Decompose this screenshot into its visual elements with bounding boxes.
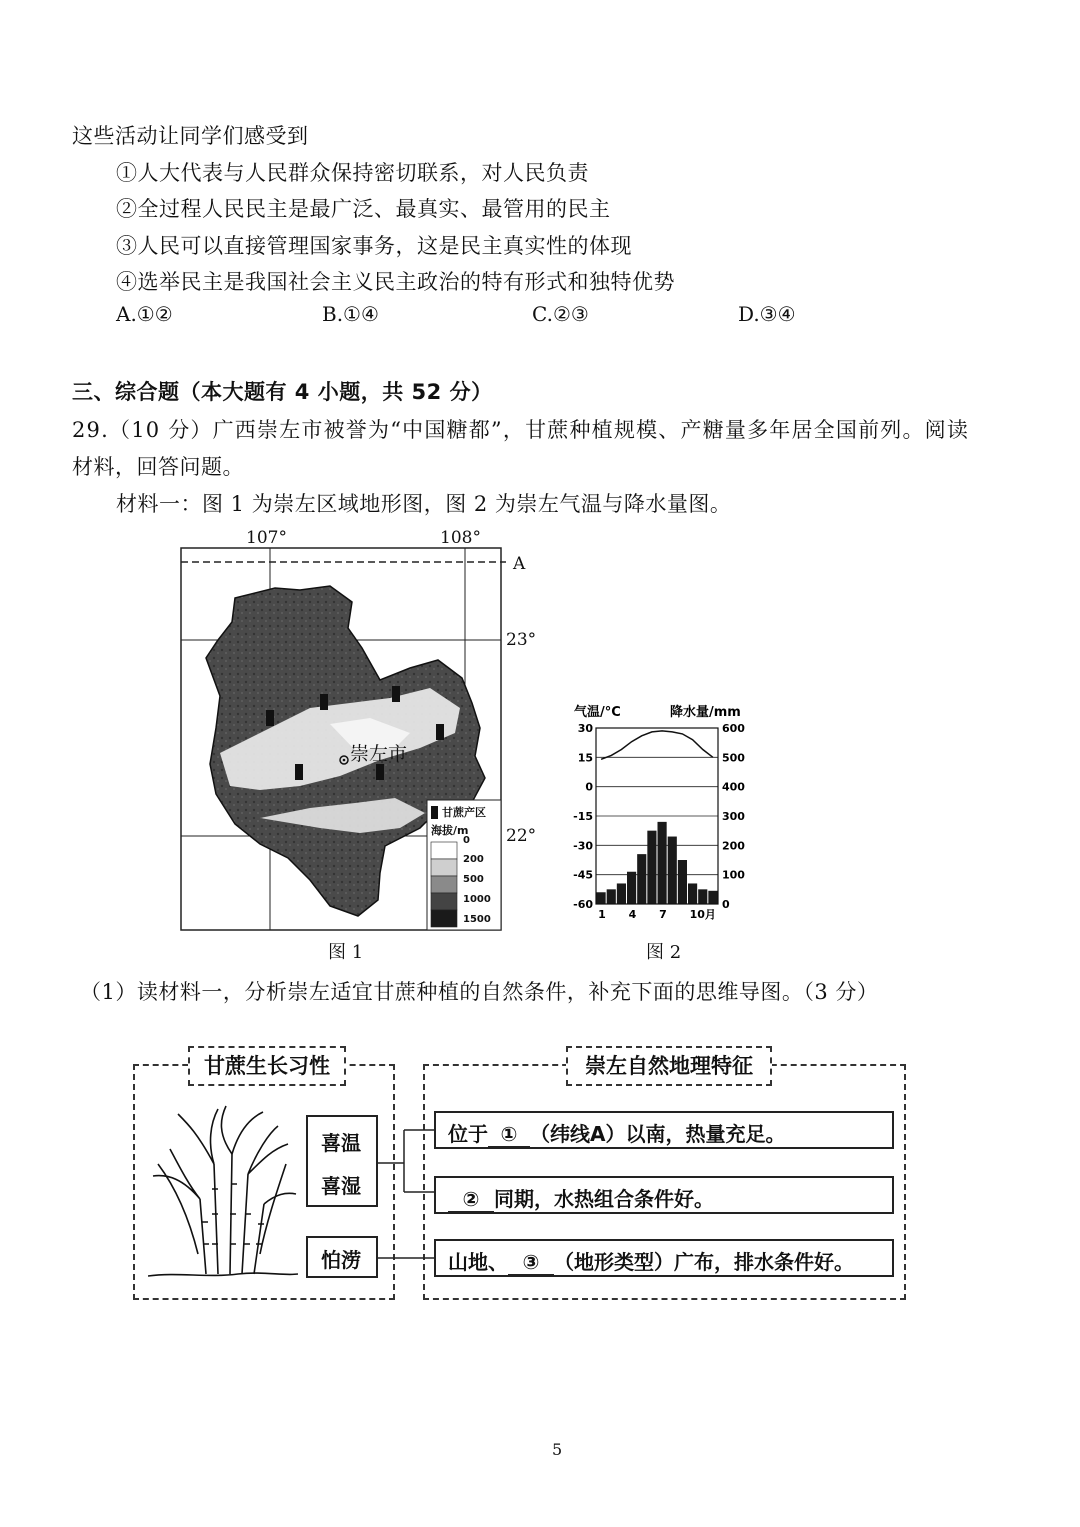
legend-value-1000: 1000 [463,894,491,905]
legend-value-0: 0 [463,835,470,846]
precipitation-bar [637,854,646,904]
temp-tick-label: 0 [585,780,593,794]
feature-box-1 [434,1111,894,1149]
precip-tick-label: 400 [722,780,745,794]
temp-tick-label: -15 [573,810,593,823]
precip-tick-label: 300 [722,810,745,823]
figure-1-caption: 图 1 [328,942,364,963]
blank-2[interactable]: ② [448,1187,494,1213]
longitude-label-108: 108° [440,528,481,548]
mindmap-connectors [376,1120,436,1280]
temp-tick-label: -60 [573,898,593,911]
habit-box-warm-wet [306,1115,378,1207]
sugarcane-marker [266,710,274,726]
precipitation-bar [597,892,606,904]
precipitation-bar [658,822,667,904]
option-a[interactable]: A.①② [116,302,173,326]
temp-tick-label: -30 [573,839,593,853]
feature-3-prefix: 山地、 [448,1250,508,1274]
feature-panel-title: 崇左自然地理特征 [566,1046,772,1086]
feature-2-suffix: 同期，水热组合条件好。 [494,1187,714,1211]
legend-value-1500: 1500 [463,914,491,925]
legend-sugarcane-label: 甘蔗产区 [442,806,486,819]
x-tick-label: 7 [659,908,667,921]
precipitation-bar [678,860,687,904]
option-d[interactable]: D.③④ [738,302,796,326]
intro-text: 这些活动让同学们感受到 [72,124,309,148]
habit-waterlog-label: 怕涝 [321,1248,361,1272]
precip-tick-label: 200 [722,839,745,853]
latitude-label-23: 23° [506,630,537,650]
habit-warm-label: 喜温 [321,1131,361,1155]
statement-1: ①人大代表与人民群众保持密切联系，对人民负责 [116,161,589,185]
climate-chart-svg [566,700,766,930]
precipitation-bar [627,872,636,904]
temperature-line [601,731,713,759]
sugarcane-marker [320,694,328,710]
temperature-axis-label: 气温/°C [574,705,621,720]
temp-tick-label: 30 [577,722,593,735]
precipitation-bar [708,891,717,904]
page-number: 5 [552,1440,563,1459]
option-c[interactable]: C.②③ [532,302,589,326]
city-label: 崇左市 [350,743,408,765]
precip-tick-label: 0 [722,898,730,911]
precip-tick-label: 100 [722,868,745,882]
x-tick-label: 1 [598,908,606,921]
latitude-label-22: 22° [506,826,537,846]
blank-1[interactable]: ① [488,1122,530,1148]
feature-box-2 [434,1176,894,1214]
longitude-label-107: 107° [246,528,287,548]
terrain-map-figure [180,528,542,932]
precipitation-bar [617,883,626,904]
x-tick-label: 10月 [689,908,716,921]
precipitation-axis-label: 降水量/mm [670,705,741,720]
legend-value-500: 500 [463,874,484,885]
sugarcane-marker [392,686,400,702]
sugarcane-marker [436,724,444,740]
option-b[interactable]: B.①④ [322,302,379,326]
precipitation-bar [647,831,656,904]
latitude-line-a-label: A [513,554,526,574]
precipitation-bar [688,883,697,904]
precip-tick-label: 600 [722,722,745,735]
sugarcane-illustration [148,1104,298,1284]
feature-box-3 [434,1239,894,1277]
sugarcane-marker [295,764,303,780]
temp-tick-label: 15 [577,751,593,765]
material-1: 材料一：图 1 为崇左区域地形图，图 2 为崇左气温与降水量图。 [116,492,732,516]
precip-tick-label: 500 [722,751,745,765]
question-29-line1: 29.（10 分）广西崇左市被誉为“中国糖都”，甘蔗种植规模、产糖量多年居全国前列。阅读 [72,418,970,442]
statement-2: ②全过程人民民主是最广泛、最真实、最管用的民主 [116,197,611,221]
sugarcane-marker [376,764,384,780]
habit-panel-title: 甘蔗生长习性 [188,1046,346,1086]
figure-2-caption: 图 2 [646,942,682,963]
x-tick-label: 4 [628,908,637,921]
section-title: 三、综合题（本大题有 4 小题，共 52 分） [72,380,493,404]
sub-question-1: （1）读材料一，分析崇左适宜甘蔗种植的自然条件，补充下面的思维导图。（3 分） [80,980,879,1004]
precipitation-bar [698,889,707,904]
climate-chart-figure [566,700,766,930]
temp-tick-label: -45 [573,868,593,882]
feature-1-suffix: （纬线A）以南，热量充足。 [530,1122,786,1146]
precipitation-bar [668,837,677,904]
statement-4: ④选举民主是我国社会主义民主政治的特有形式和独特优势 [116,270,675,294]
legend-elevation-label: 海拔/m [431,824,469,837]
feature-3-suffix: （地形类型）广布，排水条件好。 [554,1250,854,1274]
legend-value-200: 200 [463,854,484,865]
question-29-line2: 材料，回答问题。 [72,455,244,479]
precipitation-bar [607,889,616,904]
feature-1-prefix: 位于 [448,1122,488,1146]
statement-3: ③人民可以直接管理国家事务，这是民主真实性的体现 [116,234,632,258]
blank-3[interactable]: ③ [508,1250,554,1276]
habit-wet-label: 喜湿 [321,1174,361,1198]
habit-box-waterlog [306,1236,378,1278]
